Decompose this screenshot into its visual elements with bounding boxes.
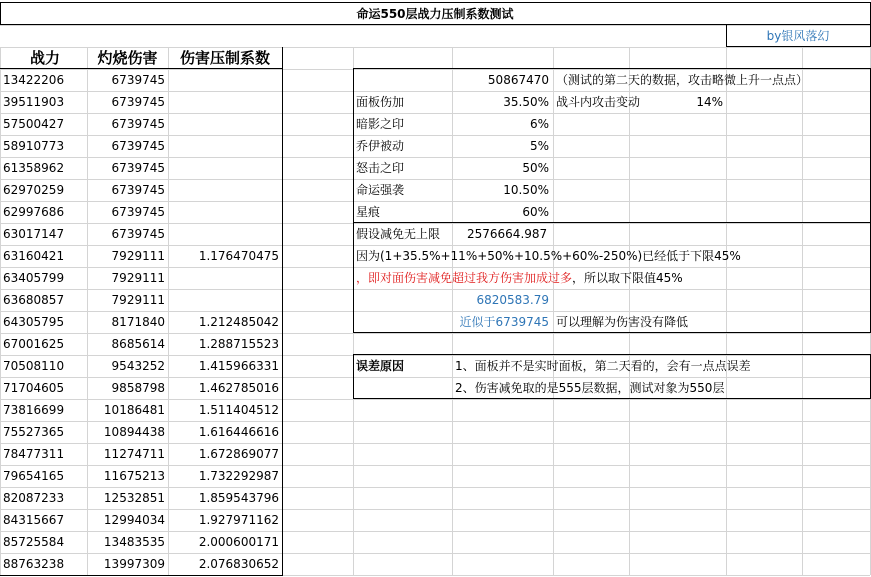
title-border-bottom [0,24,871,25]
coefficient-cell[interactable] [168,289,282,311]
assume-label[interactable]: 假设减免无上限 [356,227,441,241]
burn-damage-cell[interactable]: 6739745 [111,73,165,87]
bonus-label[interactable]: 星痕 [356,205,381,219]
extra-label[interactable]: 战斗内攻击变动 [556,95,641,109]
burn-damage-cell[interactable]: 13997309 [103,557,165,571]
error-border-left [353,354,354,399]
coefficient-cell[interactable] [168,69,282,91]
coefficient-cell[interactable]: 1.212485042 [198,315,279,329]
power-cell[interactable]: 58910773 [3,139,65,153]
power-cell[interactable]: 79654165 [3,469,65,483]
author-credit[interactable]: by银风落幻 [766,29,830,43]
header-suppression-coefficient[interactable]: 伤害压制系数 [179,49,270,67]
power-cell[interactable]: 70508110 [3,359,65,373]
coefficient-cell[interactable] [168,267,282,289]
bonus-label[interactable]: 暗影之印 [356,117,405,131]
coefficient-cell[interactable] [168,201,282,223]
power-cell[interactable]: 61358962 [3,161,65,175]
burn-damage-cell[interactable]: 6739745 [111,161,165,175]
burn-damage-cell[interactable]: 12994034 [103,513,165,527]
power-cell[interactable]: 13422206 [3,73,65,87]
burn-damage-cell[interactable]: 13483535 [103,535,165,549]
burn-damage-cell[interactable]: 7929111 [111,271,165,285]
coefficient-cell[interactable]: 1.927971162 [198,513,279,527]
bonus-value[interactable]: 50% [522,161,549,175]
coefficient-cell[interactable]: 1.176470475 [198,249,279,263]
red-explanation-suffix: ，所以取下限值45% [572,271,683,285]
bonus-value[interactable]: 35.50% [503,95,549,109]
power-cell[interactable]: 63017147 [3,227,65,241]
assume-value[interactable]: 2576664.987 [467,227,548,241]
total-damage-value[interactable]: 50867470 [487,73,549,87]
left-table-header-bottom [0,68,283,69]
coefficient-cell[interactable] [168,179,282,201]
power-cell[interactable]: 85725584 [3,535,65,549]
calc-inner-divider [353,222,871,223]
red-explanation[interactable] [353,267,853,289]
burn-damage-cell[interactable]: 12532851 [103,491,165,505]
burn-damage-cell[interactable]: 6739745 [111,183,165,197]
calc-border-left [353,68,354,333]
coefficient-cell[interactable] [168,113,282,135]
coefficient-cell[interactable]: 1.859543796 [198,491,279,505]
power-cell[interactable]: 39511903 [3,95,65,109]
bonus-label[interactable]: 怒击之印 [356,161,405,175]
burn-damage-cell[interactable]: 6739745 [111,205,165,219]
red-explanation-text: ，即对面伤害减免超过我方伤害加成过多 [356,271,573,285]
coefficient-cell[interactable] [168,91,282,113]
coefficient-cell[interactable]: 1.511404512 [198,403,279,417]
approx-note[interactable]: 可以理解为伤害没有降低 [556,315,689,329]
calc-border-bottom [353,332,871,333]
error-border-bottom [353,398,871,399]
calc-border-top [353,68,871,69]
coefficient-cell[interactable]: 1.462785016 [198,381,279,395]
power-cell[interactable]: 57500427 [3,117,65,131]
power-cell[interactable]: 78477311 [3,447,65,461]
power-cell[interactable]: 75527365 [3,425,65,439]
burn-damage-cell[interactable]: 10186481 [103,403,165,417]
author-border-left [726,25,727,47]
coefficient-cell[interactable] [168,135,282,157]
burn-damage-cell[interactable]: 11274711 [103,447,165,461]
power-cell[interactable]: 73816699 [3,403,65,417]
because-text[interactable]: 因为(1+35.5%+11%+50%+10.5%+60%-250%)已经低于下限45% [356,249,741,263]
coefficient-cell[interactable]: 1.732292987 [198,469,279,483]
result-value[interactable]: 6820583.79 [476,293,549,307]
sheet-title[interactable]: 命运550层战力压制系数测试 [356,7,514,21]
burn-damage-cell[interactable]: 6739745 [111,95,165,109]
burn-damage-cell[interactable]: 6739745 [111,139,165,153]
power-cell[interactable]: 63160421 [3,249,65,263]
bonus-value[interactable]: 6% [529,117,549,131]
power-cell[interactable]: 88763238 [3,557,65,571]
power-cell[interactable]: 71704605 [3,381,65,395]
error-reason-2[interactable]: 2、伤害减免取的是555层数据，测试对象为550层 [455,381,725,395]
power-cell[interactable]: 62970259 [3,183,65,197]
power-cell[interactable]: 62997686 [3,205,65,219]
coefficient-cell[interactable]: 2.000600171 [198,535,279,549]
power-cell[interactable]: 84315667 [3,513,65,527]
power-cell[interactable]: 63405799 [3,271,65,285]
burn-damage-cell[interactable]: 7929111 [111,293,165,307]
burn-damage-cell[interactable]: 7929111 [111,249,165,263]
burn-damage-cell[interactable]: 9543252 [111,359,165,373]
error-reason-1[interactable]: 1、面板并不是实时面板，第二天看的，会有一点点误差 [455,359,751,373]
coefficient-cell[interactable]: 1.616446616 [198,425,279,439]
burn-damage-cell[interactable]: 11675213 [103,469,165,483]
header-power[interactable]: 战力 [29,49,60,67]
bonus-label[interactable]: 命运强袭 [356,183,405,197]
burn-damage-cell[interactable]: 6739745 [111,117,165,131]
power-cell[interactable]: 64305795 [3,315,65,329]
author-border-bottom [726,46,871,47]
title-border-left [0,2,1,24]
error-label[interactable]: 误差原因 [356,359,405,373]
bonus-value[interactable]: 10.50% [503,183,549,197]
approx-text[interactable]: 近似于6739745 [459,315,549,329]
title-border-top [0,2,871,3]
header-burn-damage[interactable]: 灼烧伤害 [97,49,158,67]
extra-value[interactable]: 14% [696,95,723,109]
coefficient-cell[interactable]: 2.076830652 [198,557,279,571]
burn-damage-cell[interactable]: 10894438 [103,425,165,439]
burn-damage-cell[interactable]: 8171840 [111,315,165,329]
coefficient-cell[interactable] [168,157,282,179]
coefficient-cell[interactable] [168,223,282,245]
total-damage-note[interactable]: （测试的第二天的数据，攻击略微上升一点点） [556,73,809,87]
left-table-bottom [0,575,283,576]
bonus-value[interactable]: 5% [529,139,549,153]
power-cell[interactable]: 82087233 [3,491,65,505]
coefficient-cell[interactable]: 1.415966331 [198,359,279,373]
burn-damage-cell[interactable]: 8685614 [111,337,165,351]
error-border-top [353,354,871,355]
power-cell[interactable]: 63680857 [3,293,65,307]
burn-damage-cell[interactable]: 9858798 [111,381,165,395]
coefficient-cell[interactable]: 1.672869077 [198,447,279,461]
bonus-value[interactable]: 60% [522,205,549,219]
bonus-label[interactable]: 面板伤加 [356,95,405,109]
bonus-label[interactable]: 乔伊被动 [356,139,405,153]
left-table-right [282,47,283,576]
power-cell[interactable]: 67001625 [3,337,65,351]
burn-damage-cell[interactable]: 6739745 [111,227,165,241]
coefficient-cell[interactable]: 1.288715523 [198,337,279,351]
